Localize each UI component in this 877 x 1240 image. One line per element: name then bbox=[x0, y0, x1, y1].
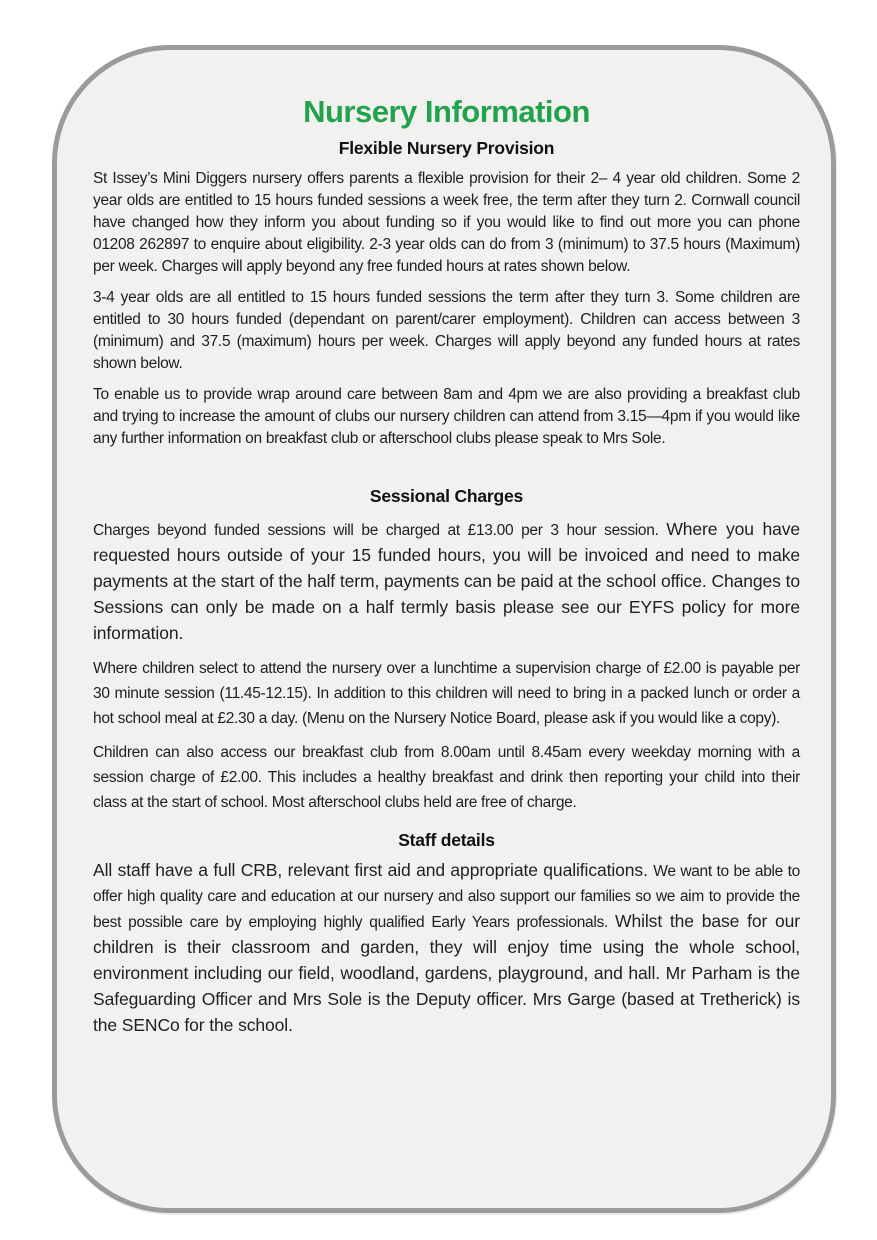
paragraph-text: To enable us to provide wrap around care between 8am and 4pm we are also providing a breakfast club and trying to increase the amount of clubs our nursery children can attend from 3.15—4pm if you would like any further information on breakfast club or afterschool clubs please speak to Mrs Sole. bbox=[93, 386, 800, 447]
section-heading-flexible-nursery-provision: Flexible Nursery Provision bbox=[338, 138, 555, 158]
rounded-border-card bbox=[52, 45, 836, 1213]
paragraph-text: Where you have requested hours outside of your 15 funded hours, you will be invoiced and need to make payments at the start of the half term, payments can be paid at the school office. Changes to Sessions can only be made on a half termly basis please see our EYFS policy for more information. bbox=[93, 519, 800, 643]
paragraph-text: St Issey’s Mini Diggers nursery offers parents a flexible provision for their 2– 4 year old children. Some 2 year olds are entitled to 15 hours funded sessions a week free, the term after they turn 2. Cornwall council have changed how they inform you about funding so if you would like to find out more you can phone 01208 262897 to enquire about eligibility. 2-3 year olds can do from 3 (minimum) to 37.5 hours (Maximum) per week. Charges will apply beyond any free funded hours at rates shown below. bbox=[93, 170, 800, 275]
paragraph-text: Charges beyond funded sessions will be charged at £13.00 per 3 hour session. bbox=[93, 522, 667, 539]
document-content bbox=[57, 50, 831, 1039]
paragraph bbox=[93, 517, 800, 647]
paragraph-text: All staff have a full CRB, relevant first aid and appropriate qualifications. bbox=[93, 860, 654, 880]
paragraph-text: Where children select to attend the nursery over a lunchtime a supervision charge of £2.00 is payable per 30 minute session (11.45-12.15). In addition to this children will need to bring in a packed lunch or order a hot school meal at £2.30 a day. (Menu on the Nursery Notice Board, please ask if you would like a copy). bbox=[93, 660, 800, 727]
paragraph-text: 3-4 year olds are all entitled to 15 hours funded sessions the term after they turn 3. Some children are entitled to 30 hours funded (dependant on parent/carer employment). Children can access between 3 (minimum) and 37.5 (maximum) hours per week. Charges will apply beyond any funded hours at rates shown below. bbox=[93, 289, 800, 372]
section-staff-details bbox=[93, 830, 800, 1039]
section-heading-staff-details: Staff details bbox=[398, 830, 495, 850]
paragraph-text: Whilst the base for our children is their classroom and garden, they will enjoy time using the whole school, environment including our field, woodland, gardens, playground, and hall. Mr Parham is the Safeguarding Officer and Mrs Sole is the Deputy officer. Mrs Garge (based at Tretherick) is the SENCo for the school. bbox=[93, 911, 801, 1035]
section-heading-sessional-charges: Sessional Charges bbox=[369, 486, 524, 506]
paragraph-text: We want to be able to offer high quality care and education at our nursery and also support our families so we aim to provide the best possible care by employing highly qualified Early Years professionals. bbox=[93, 863, 800, 931]
paragraph bbox=[93, 858, 800, 1039]
section-flexible-nursery-provision bbox=[93, 138, 800, 450]
paragraph bbox=[93, 287, 800, 375]
section-sessional-charges bbox=[93, 486, 800, 815]
paragraph bbox=[93, 740, 800, 815]
paragraph bbox=[93, 384, 800, 450]
paragraph bbox=[93, 656, 800, 731]
paragraph bbox=[93, 168, 800, 278]
paragraph-text: Children can also access our breakfast club from 8.00am until 8.45am every weekday morning with a session charge of £2.00. This includes a healthy breakfast and drink then reporting your child into their class at the start of school. Most afterschool clubs held are free of charge. bbox=[93, 744, 800, 811]
page-title: Nursery Information bbox=[303, 94, 590, 129]
